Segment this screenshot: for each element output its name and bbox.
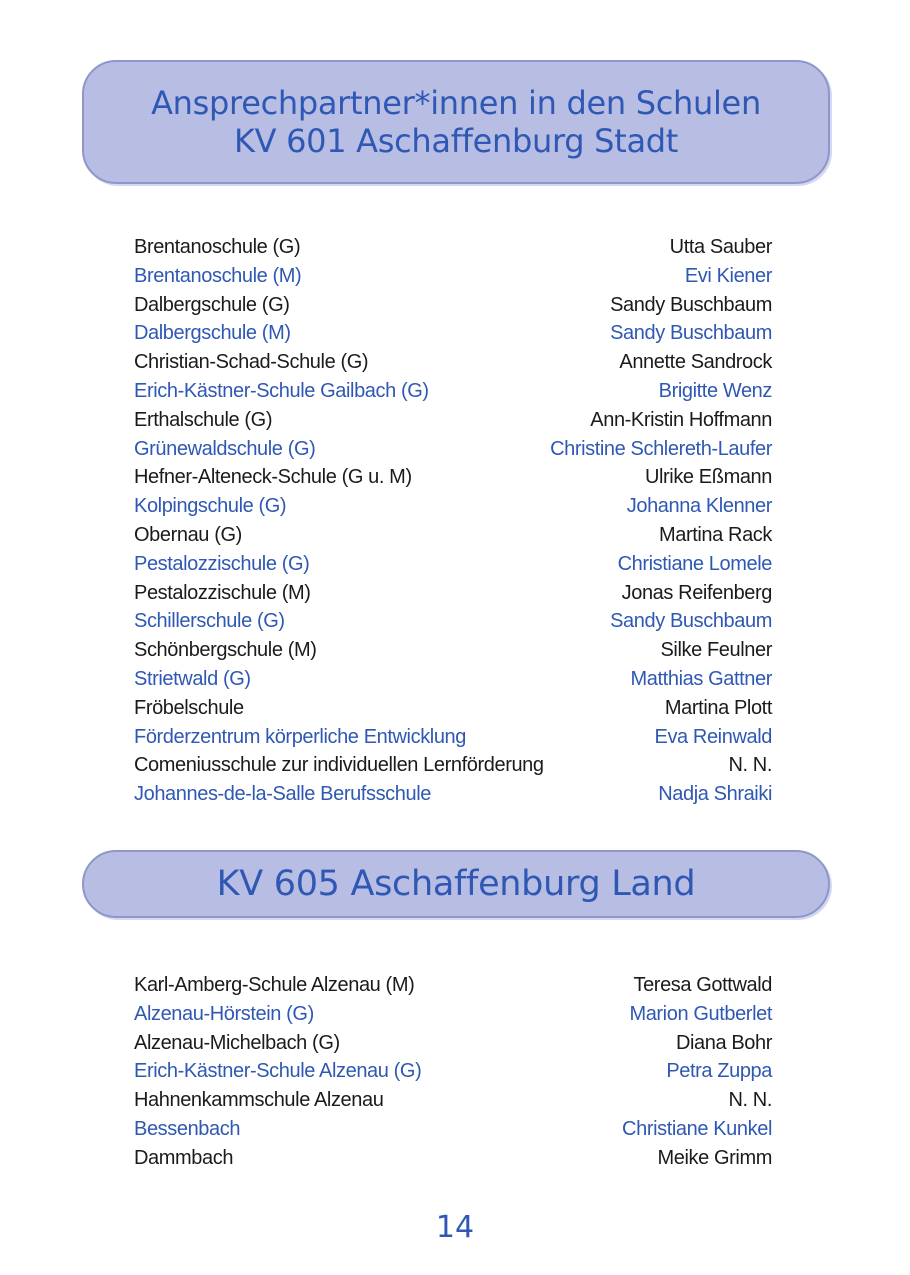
school-name: Pestalozzischule (G) [134,552,310,575]
list-item [134,377,772,406]
list-item [134,406,772,435]
school-name: Strietwald (G) [134,667,251,690]
school-name: Schillerschule (G) [134,610,285,633]
list-item [134,971,772,1000]
school-name: Förderzentrum körperliche Entwicklung [134,725,467,748]
school-name: Obernau (G) [134,523,242,546]
contact-name: Sandy Buschbaum [610,293,772,316]
section-header-kv605 [82,850,830,918]
contact-name: Teresa Gottwald [633,974,772,996]
list-item [134,521,772,550]
page-number: 14 [435,1210,475,1245]
contact-name: Nadja Shraiki [658,783,772,806]
contact-name: Eva Reinwald [654,725,772,748]
contact-name: N. N. [728,1089,772,1112]
contact-name: Ann-Kristin Hoffmann [590,408,772,431]
list-item [134,694,772,723]
list-item [134,435,772,464]
contact-name: Ulrike Eßmann [644,466,772,489]
list-item [134,1086,772,1115]
list-item [134,319,772,348]
school-name: Erich-Kästner-Schule Alzenau (G) [134,1060,422,1083]
school-name: Dalbergschule (G) [134,293,290,316]
list-item [134,723,772,752]
contact-name: Meike Grimm [657,1146,772,1169]
contact-name: Brigitte Wenz [658,379,772,402]
school-name: Bessenbach [134,1117,241,1140]
contact-list-kv601 [134,233,772,809]
list-item [134,1057,772,1086]
list-item [134,291,772,320]
contact-name: Evi Kiener [684,264,772,287]
section-title-kv605: KV 605 Aschaffenburg Land [216,864,696,904]
section-title-kv601: KV 601 Aschaffenburg Stadt [233,122,679,160]
school-name: Christian-Schad-Schule (G) [134,351,369,374]
list-item [134,463,772,492]
list-item [134,665,772,694]
contact-list-kv605 [134,971,772,1173]
contact-name: Martina Rack [658,523,772,546]
contact-name: Sandy Buschbaum [610,322,772,345]
school-name: Comeniusschule zur individuellen Lernförderung [134,754,544,777]
list-item [134,262,772,291]
school-name: Karl-Amberg-Schule Alzenau (M) [134,974,415,996]
list-item [134,1000,772,1029]
list-item [134,1144,772,1173]
page-title: Ansprechpartner*innen in den Schulen [151,83,761,122]
list-item [134,1115,772,1144]
contact-name: N. N. [728,754,772,777]
school-name: Dammbach [134,1146,234,1169]
contact-name: Annette Sandrock [619,351,772,374]
list-item [134,233,772,262]
contact-name: Jonas Reifenberg [621,581,772,604]
list-item [134,348,772,377]
school-name: Pestalozzischule (M) [134,581,311,604]
contact-name: Sandy Buschbaum [610,610,772,633]
contact-name: Petra Zuppa [666,1060,772,1083]
school-name: Alzenau-Hörstein (G) [134,1002,314,1025]
contact-name: Christine Schlereth-Laufer [550,437,772,460]
school-name: Dalbergschule (M) [134,322,291,345]
school-name: Erthalschule (G) [134,408,273,431]
school-name: Hahnenkammschule Alzenau [134,1089,384,1112]
contact-name: Christiane Kunkel [622,1117,772,1140]
school-name: Brentanoschule (M) [134,264,302,287]
school-name: Fröbelschule [134,696,244,719]
school-name: Brentanoschule (G) [134,236,301,258]
list-item [134,492,772,521]
school-name: Hefner-Alteneck-Schule (G u. M) [134,466,412,489]
contact-name: Martina Plott [664,696,772,719]
list-item [134,636,772,665]
school-name: Erich-Kästner-Schule Gailbach (G) [134,379,429,402]
list-item [134,1029,772,1058]
contact-name: Marion Gutberlet [629,1002,772,1025]
list-item [134,607,772,636]
contact-name: Silke Feulner [660,639,772,662]
school-name: Kolpingschule (G) [134,495,287,518]
list-item [134,751,772,780]
contact-name: Utta Sauber [669,236,772,258]
list-item [134,780,772,809]
school-name: Schönbergschule (M) [134,639,317,662]
section-header-kv601 [82,60,830,184]
contact-name: Diana Bohr [675,1031,772,1054]
contact-name: Christiane Lomele [617,552,772,575]
contact-name: Matthias Gattner [630,667,772,690]
list-item [134,579,772,608]
contact-name: Johanna Klenner [626,495,772,518]
school-name: Grünewaldschule (G) [134,437,316,460]
school-name: Alzenau-Michelbach (G) [134,1031,340,1054]
list-item [134,550,772,579]
school-name: Johannes-de-la-Salle Berufsschule [134,783,431,806]
